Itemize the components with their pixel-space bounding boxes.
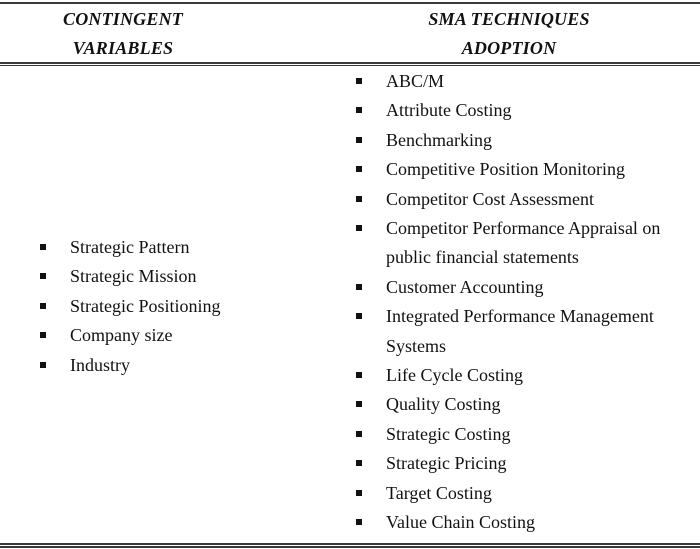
table-bottom-rule-secondary (0, 546, 700, 548)
header-bottom-rule-secondary (0, 65, 700, 66)
list-item (40, 292, 221, 321)
square-bullet-icon (356, 225, 362, 231)
square-bullet-icon (40, 244, 46, 250)
square-bullet-icon (40, 273, 46, 279)
square-bullet-icon (40, 303, 46, 309)
list-item-label: Competitive Position Monitoring (386, 159, 626, 180)
list-item (356, 96, 696, 125)
header-left-line2: VARIABLES (72, 38, 174, 58)
list-item (40, 321, 221, 350)
square-bullet-icon (356, 284, 362, 290)
square-bullet-icon (356, 196, 362, 202)
header-right-line2: ADOPTION (461, 38, 557, 58)
list-item (356, 185, 696, 214)
list-item (356, 214, 696, 273)
list-item-label: Strategic Costing (386, 423, 511, 444)
list-item-label: Strategic Mission (70, 266, 197, 287)
header-sma-techniques-adoption (318, 6, 700, 62)
header-bottom-rule (0, 62, 700, 64)
list-item (356, 390, 696, 419)
list-item (356, 479, 696, 508)
square-bullet-icon (356, 372, 362, 378)
list-item (356, 67, 696, 96)
list-item-label: Industry (70, 354, 130, 375)
square-bullet-icon (356, 313, 362, 319)
list-item-label: Value Chain Costing (386, 512, 535, 533)
table-bottom-rule (0, 543, 700, 545)
list-item (40, 233, 221, 262)
square-bullet-icon (40, 362, 46, 368)
list-item-label: Target Costing (386, 482, 492, 503)
list-item-label: Competitor Cost Assessment (386, 188, 595, 209)
square-bullet-icon (356, 401, 362, 407)
header-right-line1: SMA TECHNIQUES (428, 9, 590, 29)
square-bullet-icon (356, 78, 362, 84)
list-item-label: Company size (70, 325, 173, 346)
list-item (356, 420, 696, 449)
square-bullet-icon (356, 519, 362, 525)
list-item (356, 155, 696, 184)
list-item-label: Customer Accounting (386, 276, 544, 297)
list-item (40, 351, 221, 380)
list-item-label: Benchmarking (386, 129, 492, 150)
sma-techniques-list (356, 67, 696, 538)
header-left-line1: CONTINGENT (62, 9, 183, 29)
list-item-label: Strategic Pricing (386, 453, 507, 474)
list-item (356, 361, 696, 390)
list-item-label: Competitor Performance Appraisal on public financial statements (386, 218, 661, 268)
list-item-label: Attribute Costing (386, 100, 512, 121)
list-item-label: Strategic Positioning (70, 295, 221, 316)
square-bullet-icon (356, 107, 362, 113)
square-bullet-icon (356, 431, 362, 437)
square-bullet-icon (356, 166, 362, 172)
list-item-label: Life Cycle Costing (386, 365, 523, 386)
list-item (356, 273, 696, 302)
table-top-rule (0, 2, 700, 4)
square-bullet-icon (356, 460, 362, 466)
square-bullet-icon (40, 332, 46, 338)
list-item (356, 508, 696, 537)
list-item (40, 262, 221, 291)
square-bullet-icon (356, 490, 362, 496)
square-bullet-icon (356, 137, 362, 143)
list-item (356, 302, 696, 361)
list-item-label: ABC/M (386, 71, 445, 91)
list-item (356, 449, 696, 478)
contingent-variables-list (40, 233, 221, 380)
list-item-label: Strategic Pattern (70, 237, 190, 257)
header-contingent-variables (0, 6, 246, 62)
list-item-label: Integrated Performance Management Systems (386, 306, 654, 356)
list-item (356, 126, 696, 155)
list-item-label: Quality Costing (386, 394, 501, 415)
